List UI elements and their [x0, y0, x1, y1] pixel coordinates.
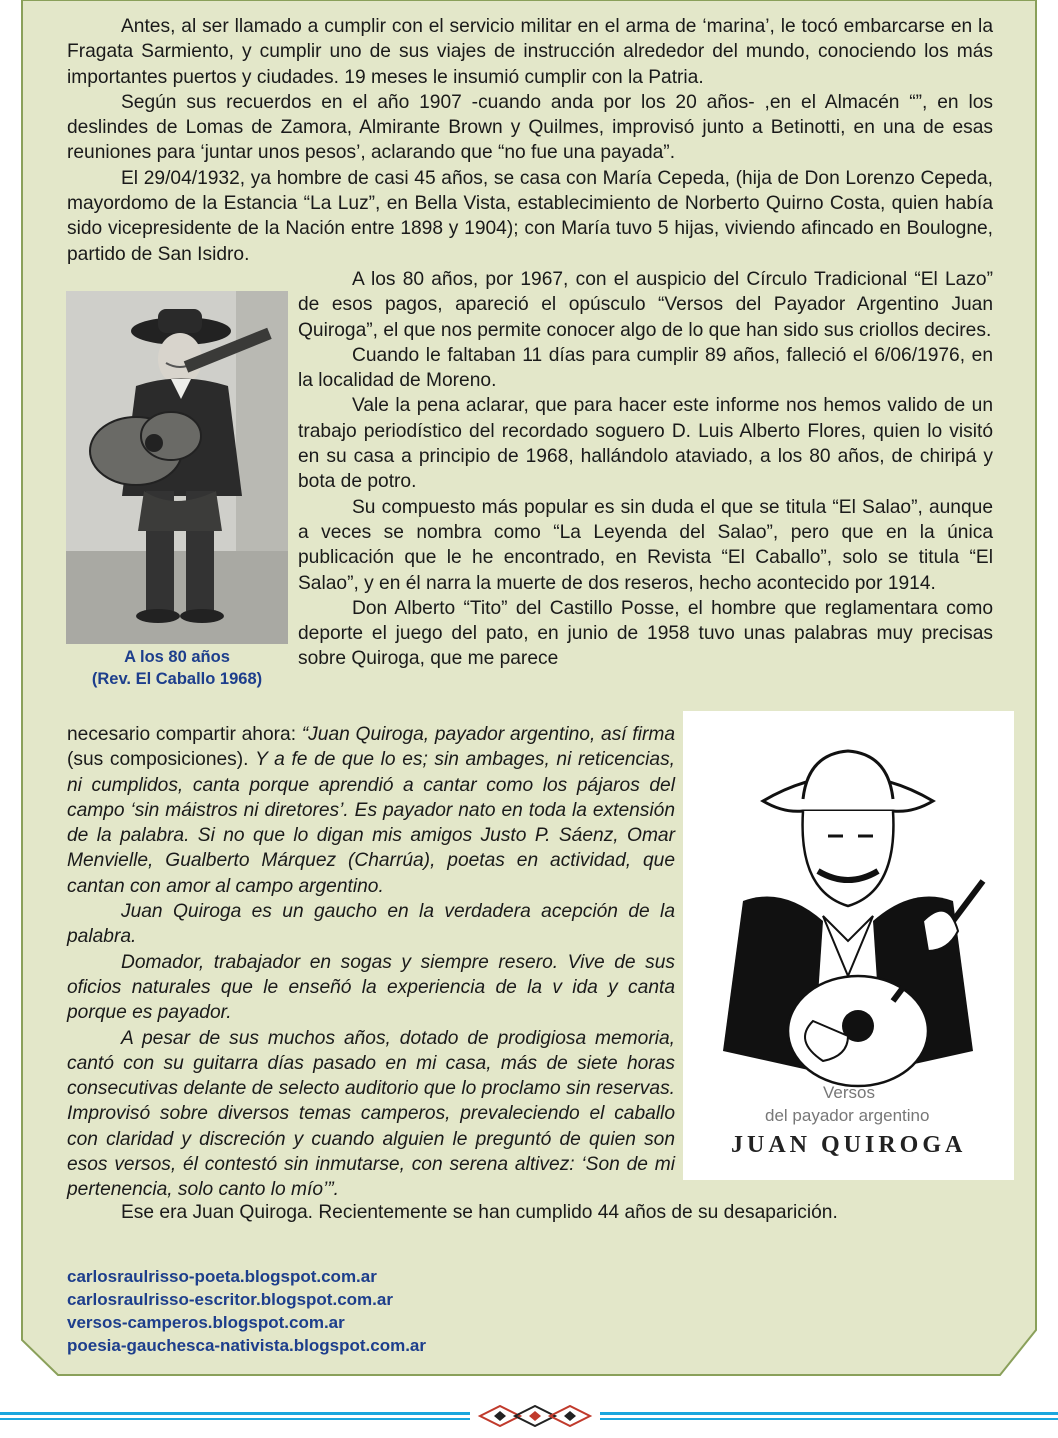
quote-memoria: A pesar de sus muchos años, dotado de prodigiosa memoria, cantó con su guitarra días pasado en mi casa, más de siete horas consecutivas delante de selecto auditorio que lo proclamo sin reservas. Improvisó sobre diversos temas camperos, prevaleciendo el caballo con claridad y discreción y cuando alguien le preguntó de quien son esos versos, él contestó sin inmutarse, con serena altivez: ‘Son de mi pertenencia, solo canto lo mío’”.: [67, 1027, 675, 1201]
paragraph-el-salao: Su compuesto más popular es sin duda el que se titula “El Salao”, aunque a veces se nombra como “La Leyenda del Salao”, pero que en la única publicación que le he encontrado, en Revista “El Caballo”, solo se titula “El Salao”, y en él narra la muerte de dos reseros, hecho acontecido por 1914.: [298, 496, 993, 594]
intro-paragraphs: [67, 14, 993, 267]
paragraph-almacen: Según sus recuerdos en el año 1907 -cuando anda por los 20 años- ,en el Almacén “”, en los deslindes de Lomas de Zamora, Almirante Brown y Quilmes, improvisó junto a Betinotti, en una de esas reuniones para ‘juntar unos pesos’, aclarando que “no fue una payada”.: [67, 91, 993, 164]
caption-line-2: (Rev. El Caballo 1968): [91, 670, 263, 688]
quote-first-italic: “Juan Quiroga, payador argentino, así firma: [301, 724, 675, 745]
paragraph-castillo-posse: Don Alberto “Tito” del Castillo Posse, el hombre que reglamentara como deporte el juego del pato, en junio de 1958 tuvo unas palabras muy precisas sobre Quiroga, que me parece: [298, 597, 993, 670]
link-escritor[interactable]: carlosraulrisso-escritor.blogspot.com.ar: [67, 1290, 393, 1309]
quote-domador: Domador, trabajador en sogas y siempre resero. Vive de sus oficios naturales que le enseñó la experiencia de la v ida y canta porque es payador.: [67, 951, 675, 1024]
book-cover-image: [683, 711, 1014, 1180]
link-versos-camperos[interactable]: versos-camperos.blogspot.com.ar: [67, 1313, 345, 1332]
diamond-ornament-icon: [480, 1406, 590, 1426]
caption-line-1: A los 80 años: [124, 648, 230, 666]
photo-quiroga-80-years: [66, 291, 288, 644]
paragraph-opusculo: A los 80 años, por 1967, con el auspicio del Círculo Tradicional “El Lazo” de esos pagos, apareció el opúsculo “Versos del Payador Argentino Juan Quiroga”, el que nos permite conocer algo de lo que han sido sus criollos decires.: [298, 269, 993, 341]
photo-caption: [66, 646, 288, 690]
paragraph-marina: Antes, al ser llamado a cumplir con el servicio militar en el arma de ‘marina’, le tocó embarcarse en la Fragata Sarmiento, y cumplir uno de sus viajes de instrucción alrededor del mundo, conociendo los más importantes puertos y ciudades. 19 meses le insumió cumplir con la Patria.: [67, 16, 993, 88]
quote-first-plain: (sus composiciones).: [67, 749, 256, 771]
paragraph-fallecio: Cuando le faltaban 11 días para cumplir 89 años, falleció el 6/06/1976, en la localidad de Moreno.: [298, 344, 993, 392]
quote-paragraphs: [67, 722, 675, 1203]
bottom-decorative-rule: [0, 1405, 1058, 1427]
cover-line-1: Versos: [823, 1083, 875, 1102]
quote-gaucho: Juan Quiroga es un gaucho en la verdadera acepción de la palabra.: [67, 901, 675, 948]
right-column-paragraphs: [298, 267, 993, 672]
quote-lead: necesario compartir ahora:: [67, 724, 302, 745]
link-poeta[interactable]: carlosraulrisso-poeta.blogspot.com.ar: [67, 1267, 377, 1286]
closing-paragraph: [67, 1200, 993, 1225]
link-poesia-gauchesca[interactable]: poesia-gauchesca-nativista.blogspot.com.ar: [67, 1336, 426, 1355]
paragraph-casamiento: El 29/04/1932, ya hombre de casi 45 años, se casa con María Cepeda, (hija de Don Lorenzo Cepeda, mayordomo de la Estancia “La Luz”, en Bella Vista, establecimiento de Norberto Quirno Costa, quien había sido vicepresidente de la Nación entre 1898 y 1904); con María tuvo 5 hijas, viviendo afincado en Boulogne, partido de San Isidro.: [67, 167, 993, 265]
cover-line-3: JUAN QUIROGA: [731, 1132, 967, 1158]
guitar-player-photo: [66, 291, 288, 644]
paragraph-flores: Vale la pena aclarar, que para hacer este informe nos hemos valido de un trabajo periodístico del recordado soguero D. Luis Alberto Flores, quien lo visitó en su casa a principio de 1968, hallándolo ataviado, a los 80 años, de chiripá y bota de potro.: [298, 395, 993, 493]
cover-line-2: del payador argentino: [765, 1106, 930, 1125]
quote-first-rest: Y a fe de que lo es; sin ambages, ni reticencias, ni cumplidos, canta porque aprendió a cantar como los pájaros del campo ‘sin máistros ni diretores’. Es payador nato en toda la extensión de la palabra. Si no que lo digan mis amigos Justo P. Sáenz, Omar Menvielle, Gualberto Márquez (Charrúa), poetas en actividad, que cantan con amor al campo argentino.: [67, 749, 675, 897]
closing-text: Ese era Juan Quiroga. Recientemente se han cumplido 44 años de su desaparición.: [121, 1202, 838, 1223]
quote-first-paragraph: [67, 722, 675, 899]
blog-links: [67, 1265, 426, 1357]
